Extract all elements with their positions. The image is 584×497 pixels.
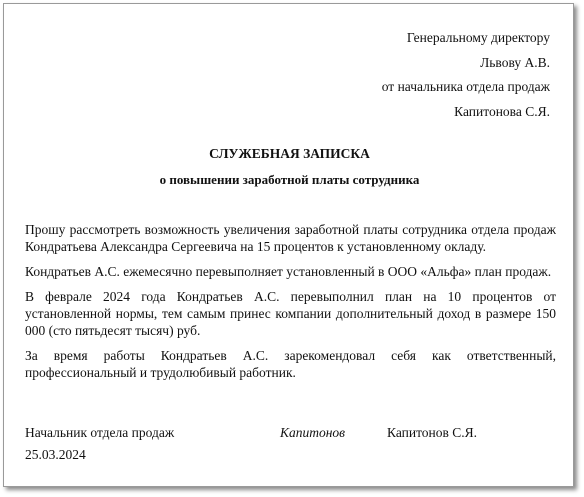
addressee-position: Генеральному директору: [406, 30, 550, 45]
signer-name: Капитонов С.Я.: [387, 425, 478, 440]
body-paragraph-february: В феврале 2024 года Кондратьев А.С. перевыполнил план на 10 процентов от установленной нормы, тем самым принес компании дополнительный доход в размере 150 000 (сто пятьдесят тысяч) руб.: [25, 289, 556, 338]
body-paragraph-request: Прошу рассмотреть возможность увеличения заработной платы сотрудника отдела продаж Кондратьева Александра Сергеевича на 15 процентов к установленному окладу.: [25, 222, 556, 254]
memo-document: [3, 3, 574, 487]
body-paragraph-characteristic: За время работы Кондратьев А.С. зарекомендовал себя как ответственный, профессиональный и трудолюбивый работник.: [25, 348, 556, 380]
document-subtitle: о повышении заработной платы сотрудника: [159, 172, 420, 187]
addressee-block: [382, 26, 550, 124]
addressee-name: Львову А.В.: [480, 54, 550, 70]
memo-body: [25, 221, 556, 389]
document-title: СЛУЖЕБНАЯ ЗАПИСКА: [209, 146, 370, 161]
sender-name: Капитонова С.Я.: [454, 103, 550, 119]
handwritten-signature: Капитонов: [280, 425, 346, 440]
sender-position: от начальника отдела продаж: [381, 79, 550, 94]
body-paragraph-performance: Кондратьев А.С. ежемесячно перевыполняет установленный в ООО «Альфа» план продаж.: [25, 264, 552, 279]
signer-position: Начальник отдела продаж: [25, 425, 175, 440]
document-date: 25.03.2024: [25, 447, 86, 462]
